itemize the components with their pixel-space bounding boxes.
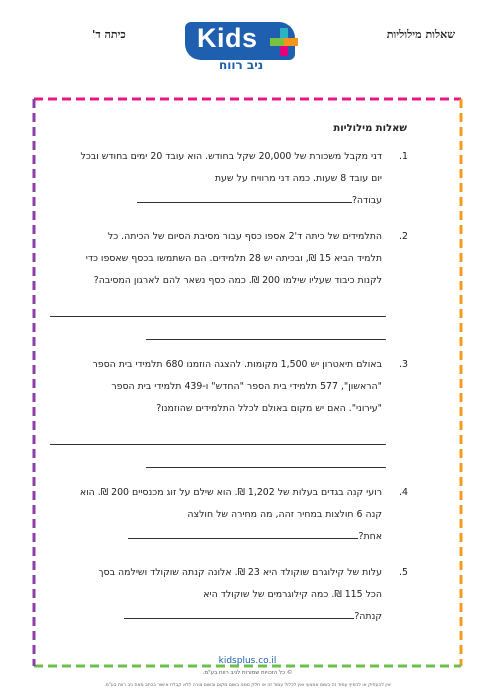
answer-line[interactable] [50,422,386,445]
question-text-line: עבודה? [351,195,382,206]
answer-blank[interactable] [137,190,352,203]
question-text-line: יום עובד 8 שעות. כמה דני מרוויח על שעת [214,173,382,184]
question-number: 4. [399,487,408,498]
answer-blank[interactable] [124,606,354,619]
footer-url[interactable]: kidsplus.co.il [218,656,277,666]
question-3 [50,354,412,420]
question-number: 5. [399,567,408,578]
plus-icon [270,28,298,56]
question-text-line: לקנות כיבוד שעליו שילמו 200 ₪. כמה כסף נשאר להם לארגון המסיבה? [93,275,382,286]
question-text-line: רועי קנה בגדים בעלות של 1,202 ₪. הוא שילם על זוג מכנסיים 200 ₪. הוא [79,487,382,498]
answer-line[interactable] [146,445,386,468]
answer-line[interactable] [50,294,386,317]
answer-line[interactable] [146,317,386,340]
logo-text: Kids [197,23,258,53]
worksheet-content [50,120,412,642]
question-text-line: הכל 115 ₪. כמה קילוגרמים של שוקולד היא [203,589,382,600]
question-1 [50,146,412,212]
question-4 [50,482,412,548]
footer-note: אין להעתיק או להפיץ עמוד זה בשום אמצעי ואין לכלול עמוד זה או חלק ממנו בשום מקום ובשום צורה ללא קבלת אישור בכתב מאת ניב רווח בע"מ. [104,683,391,688]
question-text-line: התלמידים של כיתה ד'2 אספו כסף עבור מסיבת הסיום של הכיתה. כל [107,231,382,242]
question-text-line: "הראשון", 577 תלמידי בית הספר "החדש" ו-439 תלמידי בית הספר [111,381,382,392]
question-number: 3. [399,359,408,370]
question-number: 1. [399,151,408,162]
question-text-line: תלמיד הביא 15 ₪, ובכיתה יש 28 תלמידים. הם השתמשו בכסף שאספו כדי [85,253,382,264]
question-text-line: דני מקבל משכורת של 20,000 שקל בחודש. הוא עובד 20 ימים בחודש ובכל [80,151,382,162]
header-title-right: שאלות מילוליות [386,28,455,41]
question-text-line: באולם תיאטרון יש 1,500 מקומות. להצגה הוזמנו 680 תלמידי בית הספר [92,359,382,370]
grade-title: כיתה ד' [92,28,126,41]
answer-blank[interactable] [128,526,358,539]
question-5 [50,562,412,628]
question-text-line: אחת? [358,531,382,542]
question-2 [50,226,412,292]
question-text-line: קנה 6 חולצות במחיר זהה, מה מחירה של חולצה [187,509,382,520]
question-number: 2. [399,231,408,242]
kids-logo [185,22,310,76]
question-text-line: קנתה? [354,611,382,622]
section-title: שאלות מילוליות [333,123,407,134]
question-text-line: עלות של קילוגרם שוקולד היא 23 ₪. אלונה קנתה שוקולד ושילמה בסך [98,567,382,578]
logo-subtitle: ניב רווח [219,58,264,72]
footer-copyright: © כל הזכויות שמורות לניב רווח בע"מ. [202,670,293,676]
question-text-line: "עירוני". האם יש מקום באולם לכלל התלמידים שהוזמנו? [156,403,382,414]
